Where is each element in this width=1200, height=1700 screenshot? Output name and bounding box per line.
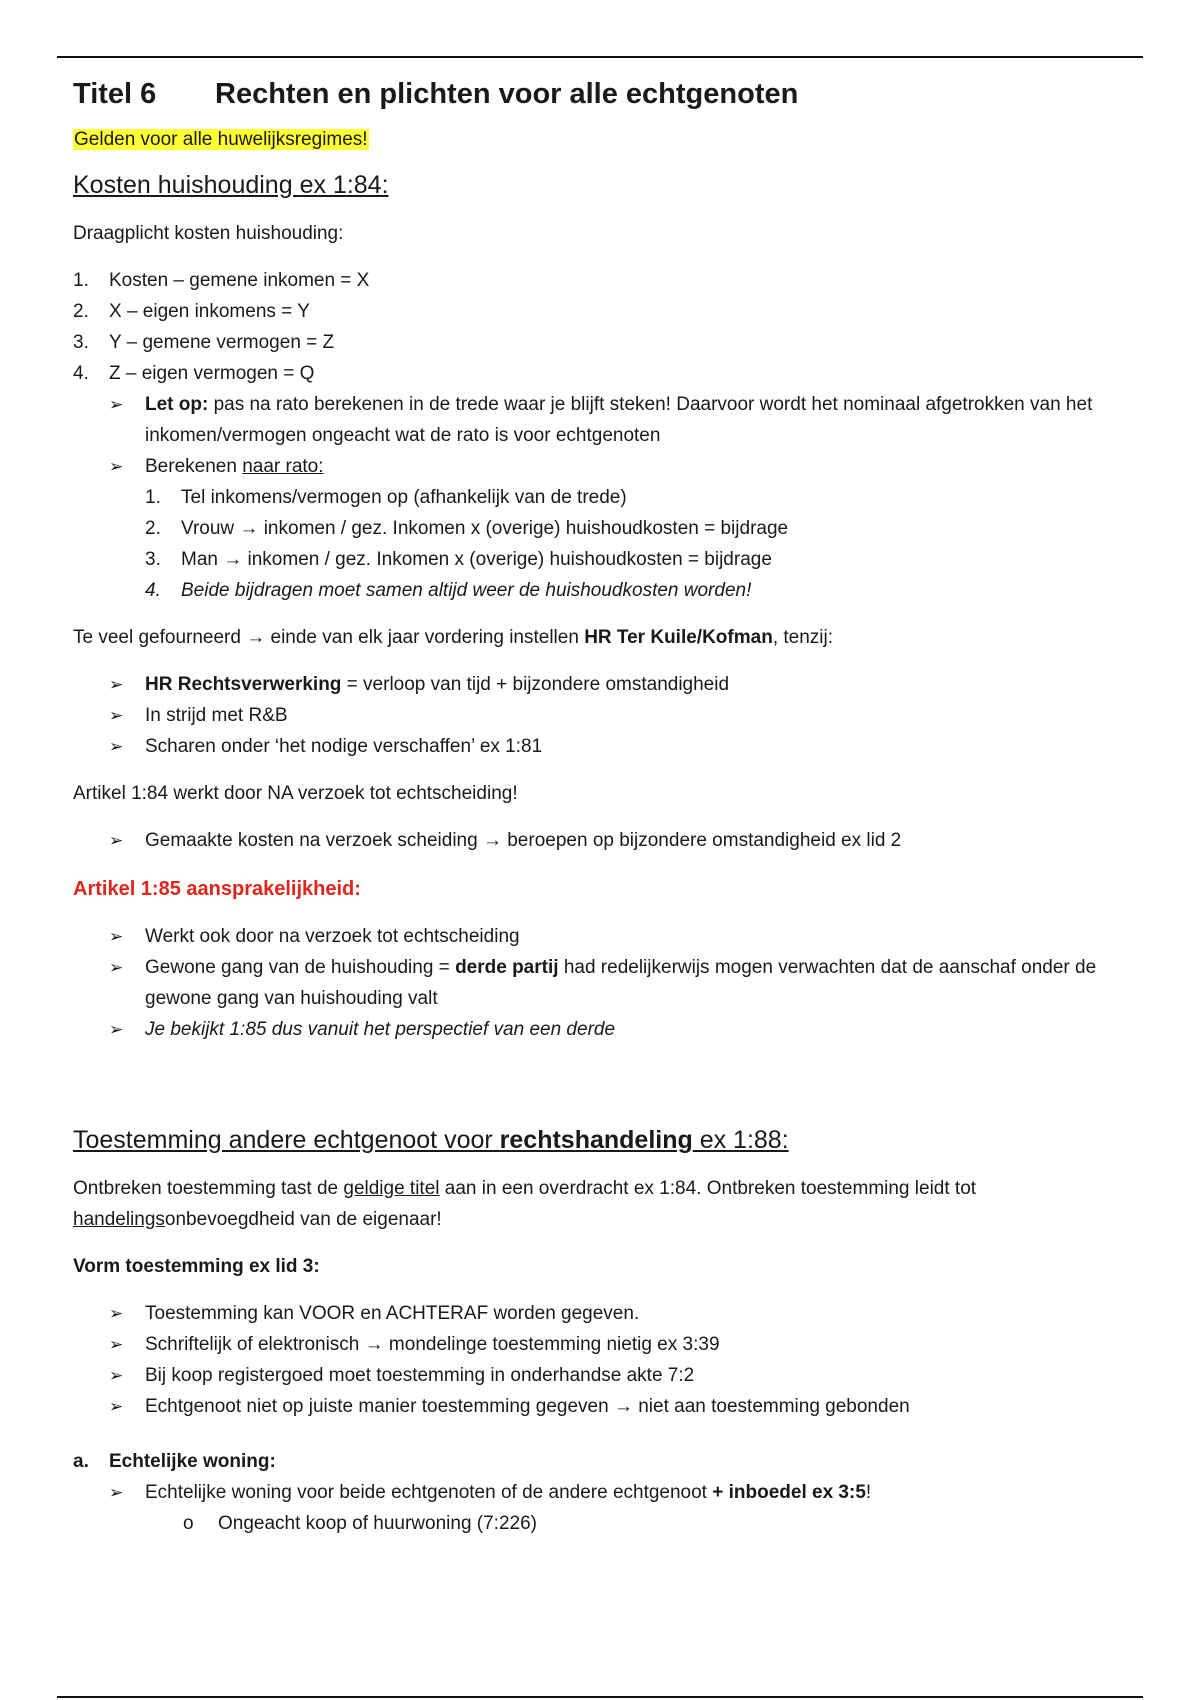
list-item: ➢ Toestemming kan VOOR en ACHTERAF worden gegeven. — [73, 1298, 1113, 1329]
list-item: 3. Man → inkomen / gez. Inkomen x (overige) huishoudkosten = bijdrage — [145, 549, 772, 570]
list-item: 4. Beide bijdragen moet samen altijd weer de huishoudkosten worden! — [145, 580, 752, 601]
letop-list — [73, 389, 1113, 606]
list-item: 2. Vrouw → inkomen / gez. Inkomen x (overige) huishoudkosten = bijdrage — [145, 518, 789, 539]
intro-text: Draagplicht kosten huishouding: — [73, 223, 344, 244]
title-text: Rechten en plichten voor alle echtgenoten — [215, 78, 799, 110]
arrow-bullet-icon: ➢ — [109, 737, 124, 756]
top-rule — [57, 56, 1143, 58]
list-item: o Ongeacht koop of huurwoning (7:226) — [73, 1508, 1113, 1539]
vorm-list — [73, 1298, 1113, 1422]
doorwerk-text: Artikel 1:84 werkt door NA verzoek tot echtscheiding! — [73, 783, 518, 804]
arrow-bullet-icon: ➢ — [109, 1304, 124, 1323]
list-item: 1. Tel inkomens/vermogen op (afhankelijk van de trede) — [145, 487, 627, 508]
list-item: ➢ Werkt ook door na verzoek tot echtscheiding — [73, 921, 1113, 952]
list-item: ➢ HR Rechtsverwerking = verloop van tijd + bijzondere omstandigheid — [73, 669, 1113, 700]
list-item: a. Echtelijke woning: — [73, 1451, 276, 1472]
ontbreken-text: Ontbreken toestemming tast de geldige titel aan in een overdracht ex 1:84. Ontbreken toestemming leidt tot handelingsonbevoegdheid van de eigenaar! — [73, 1178, 977, 1230]
gemaakt-list — [73, 825, 1113, 856]
arrow-bullet-icon: ➢ — [109, 927, 124, 946]
circle-bullet-icon: o — [183, 1513, 194, 1534]
list-item: 4. Z – eigen vermogen = Q — [73, 363, 315, 384]
arrow-bullet-icon: ➢ — [109, 1020, 124, 1039]
document-page — [73, 74, 1113, 1539]
list-item: ➢ Bij koop registergoed moet toestemming in onderhandse akte 7:2 — [73, 1360, 1113, 1391]
tenzij-list — [73, 669, 1113, 762]
steps-list — [73, 265, 1113, 389]
arrow-bullet-icon: ➢ — [109, 395, 124, 414]
bottom-rule — [57, 1696, 1143, 1698]
list-item: ➢ Gewone gang van de huishouding = derde partij had redelijkerwijs mogen verwachten dat de aanschaf onder de gewone gang van huishouding valt — [73, 952, 1113, 1014]
arrow-bullet-icon: ➢ — [109, 1397, 124, 1416]
arrow-bullet-icon: ➢ — [109, 831, 124, 850]
list-item: ➢ Echtelijke woning voor beide echtgenoten of de andere echtgenoot + inboedel ex 3:5! — [73, 1477, 1113, 1508]
list-item: 1. Kosten – gemene inkomen = X — [73, 270, 370, 291]
section-heading-kosten: Kosten huishouding ex 1:84: — [73, 171, 389, 199]
list-item: ➢ Je bekijkt 1:85 dus vanuit het perspectief van een derde — [73, 1014, 1113, 1045]
list-item: ➢ Echtgenoot niet op juiste manier toestemming gegeven → niet aan toestemming gebonden — [73, 1391, 1113, 1422]
list-item: 3. Y – gemene vermogen = Z — [73, 332, 335, 353]
section-heading-toestemming: Toestemming andere echtgenoot voor rechtshandeling ex 1:88: — [73, 1126, 789, 1154]
list-item: 2. X – eigen inkomens = Y — [73, 301, 310, 322]
vorm-heading: Vorm toestemming ex lid 3: — [73, 1256, 320, 1277]
list-item: ➢ Gemaakte kosten na verzoek scheiding → beroepen op bijzondere omstandigheid ex lid 2 — [73, 825, 1113, 856]
teveel-text: Te veel gefourneerd → einde van elk jaar vordering instellen HR Ter Kuile/Kofman, tenzij: — [73, 627, 834, 648]
woning-list — [73, 1446, 1113, 1477]
arrow-bullet-icon: ➢ — [109, 1483, 124, 1502]
aansprakelijkheid-list — [73, 921, 1113, 1045]
list-item: ➢ Schriftelijk of elektronisch → mondelinge toestemming nietig ex 3:39 — [73, 1329, 1113, 1360]
list-item: ➢ In strijd met R&B — [73, 700, 1113, 731]
arrow-bullet-icon: ➢ — [109, 958, 124, 977]
arrow-bullet-icon: ➢ — [109, 1335, 124, 1354]
list-item: ➢ Let op: pas na rato berekenen in de trede waar je blijft steken! Daarvoor wordt het nominaal afgetrokken van het inkomen/vermogen ongeacht wat de rato is voor echtgenoten — [73, 389, 1113, 451]
list-item: ➢ Berekenen naar rato: 1. Tel inkomens/vermogen op (afhankelijk van de trede) 2. Vrouw → inkomen / gez. Inkomen x (overige) huishoudkosten = bijdrage 3. Man → inkomen / gez. Inkomen x (overige) huishoudkosten = bijdrage 4. Beide bijdragen moet samen altijd weer de huishoudkosten worden! — [73, 451, 1113, 606]
title-number: Titel 6 — [73, 78, 157, 110]
arrow-bullet-icon: ➢ — [109, 457, 124, 476]
section-heading-aansprakelijkheid: Artikel 1:85 aansprakelijkheid: — [73, 878, 361, 900]
rato-steps — [145, 482, 1113, 606]
highlight-note: Gelden voor alle huwelijksregimes! — [74, 129, 368, 150]
arrow-bullet-icon: ➢ — [109, 1366, 124, 1385]
list-item: ➢ Scharen onder ‘het nodige verschaffen’ ex 1:81 — [73, 731, 1113, 762]
woning-bullets — [73, 1477, 1113, 1508]
page-title — [73, 74, 1113, 114]
arrow-bullet-icon: ➢ — [109, 706, 124, 725]
arrow-bullet-icon: ➢ — [109, 675, 124, 694]
